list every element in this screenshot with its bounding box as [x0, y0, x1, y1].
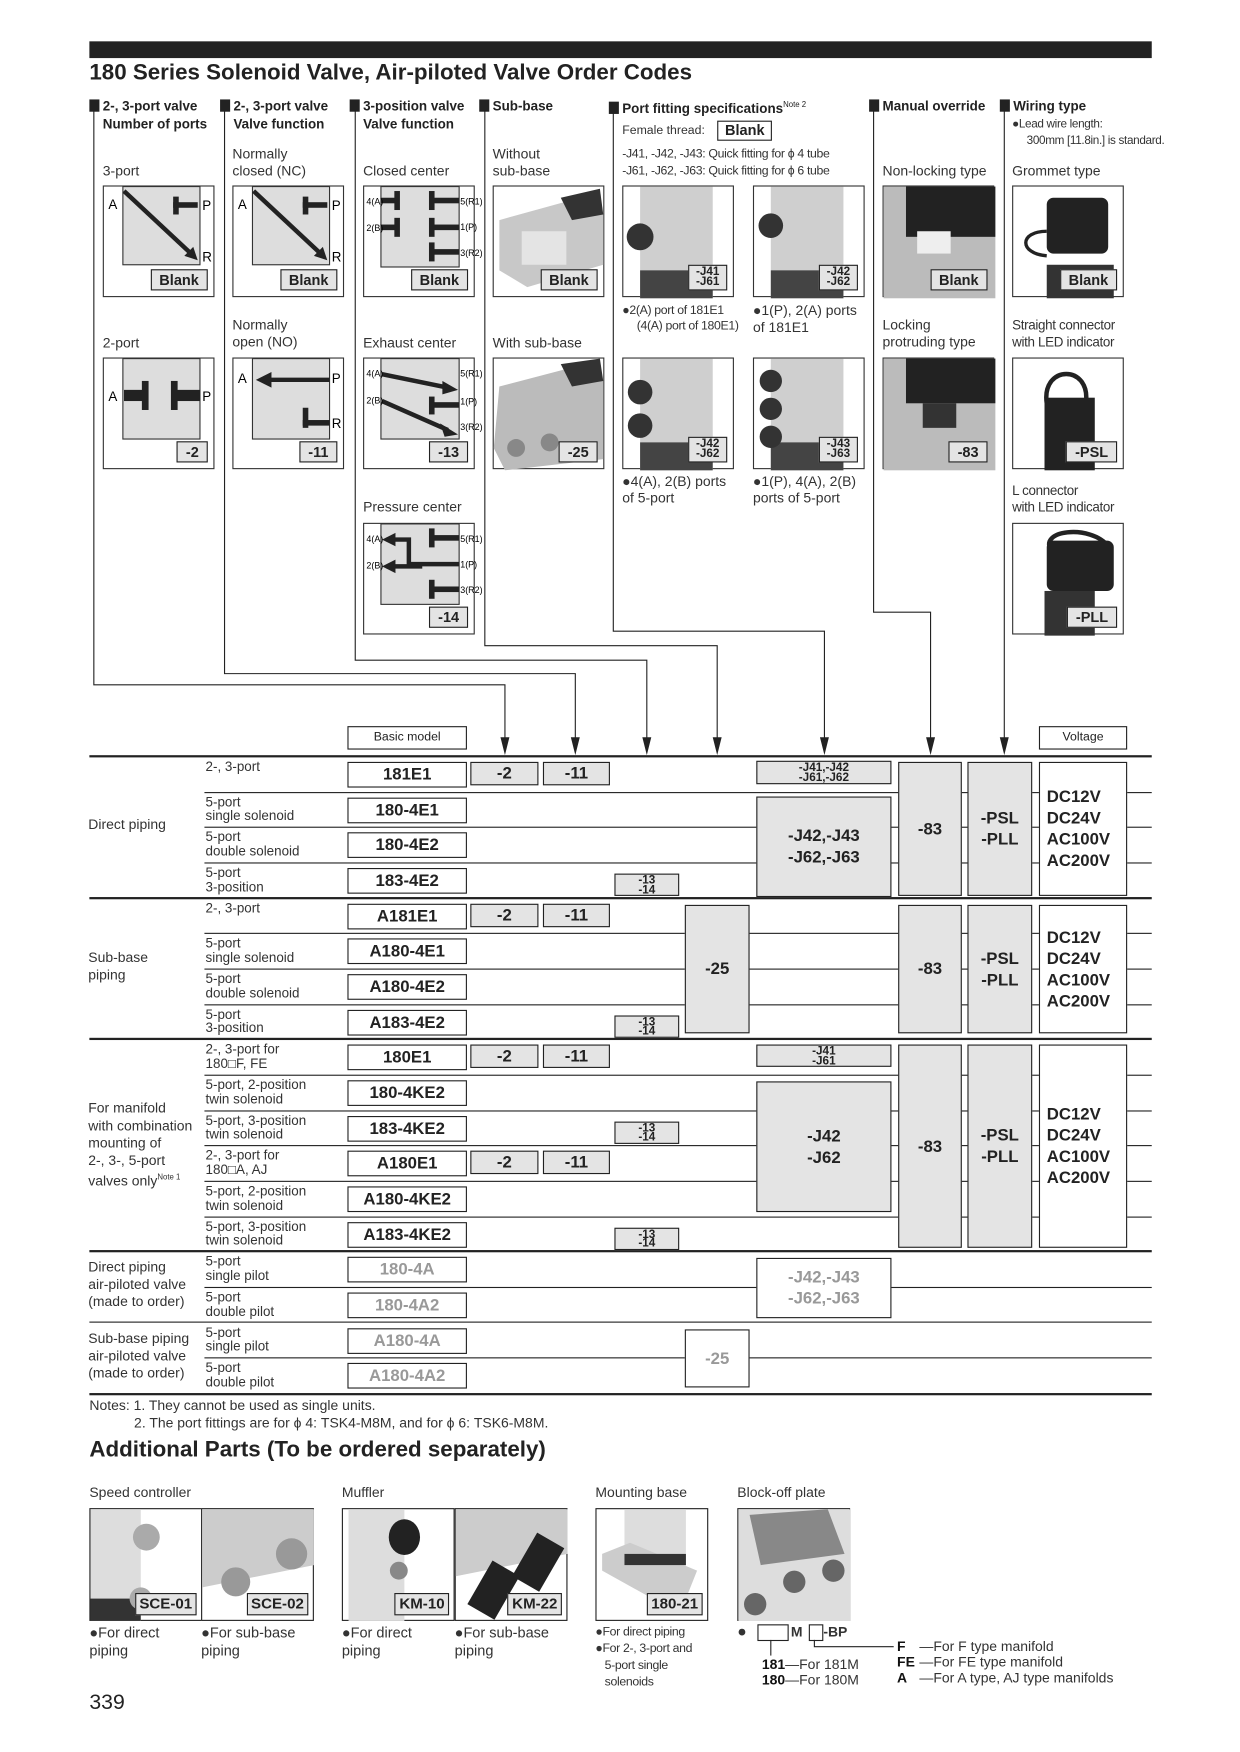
row-label: 5-port 3-position — [205, 1006, 264, 1036]
option-label: 2-port — [102, 335, 140, 351]
code-chip: -J41 -J61 — [688, 265, 727, 291]
basic-model-code: A180-4KE2 — [347, 1186, 467, 1212]
col-header-ports: 2-, 3-port valve Number of ports — [89, 97, 207, 133]
code-chip: -25 — [559, 441, 598, 462]
basic-model-code: A180-4E2 — [347, 974, 467, 1000]
basic-model-code: 180-4KE2 — [347, 1080, 467, 1106]
port-fitting-options: -J42 -J62 — [756, 1081, 891, 1212]
option-label: Grommet type — [1012, 163, 1101, 179]
type-option: A —For A type, AJ type manifolds — [897, 1670, 1114, 1686]
option-11: -11 — [543, 1151, 610, 1174]
option-11: -11 — [543, 903, 610, 926]
basic-model-header: Basic model — [347, 726, 467, 749]
option-13-14: -13 -14 — [614, 1227, 679, 1249]
option-label: Closed center — [363, 163, 450, 179]
km-10-caption: ●For direct piping — [341, 1624, 412, 1659]
basic-model-code: A180E1 — [347, 1151, 467, 1177]
option-label: With sub-base — [492, 335, 582, 351]
row-label: 5-port 3-position — [205, 864, 264, 895]
option-11: -11 — [543, 762, 610, 785]
option-label: Locking protruding type — [882, 317, 976, 350]
additional-parts-title: Additional Parts (To be ordered separately) — [89, 1437, 546, 1463]
svg-text:1(P): 1(P) — [460, 222, 478, 233]
option-label: Pressure center — [363, 499, 462, 515]
svg-text:R: R — [202, 249, 212, 265]
manual-override-option: -83 — [898, 905, 962, 1033]
voltage-options: DC12V DC24V AC100V AC200V — [1039, 762, 1127, 896]
code-chip: Blank — [1060, 269, 1117, 290]
manual-override-option: -83 — [898, 762, 962, 896]
code-chip: -13 — [429, 441, 468, 462]
code-chip: Blank — [930, 269, 987, 290]
row-label: 5-port, 2-position twin solenoid — [205, 1076, 307, 1107]
mounting-base-caption: ●For direct piping ●For 2-, 3-port and 5-port single solenoids — [595, 1625, 693, 1690]
block-off-bullet: ● — [737, 1622, 747, 1640]
basic-model-code: 180-4E2 — [347, 833, 467, 859]
basic-model-code: A183-4KE2 — [347, 1222, 467, 1248]
option-2: -2 — [470, 762, 538, 785]
j42-5port-caption: ●4(A), 2(B) ports of 5-port — [622, 473, 727, 507]
option-label: 3-port — [102, 163, 140, 179]
group-label-text: For manifold with combination mounting of 2-, 3-, 5-port valves only — [88, 1100, 193, 1189]
row-label: 5-port, 3-position twin solenoid — [205, 1112, 307, 1142]
basic-model-code: A181E1 — [347, 903, 467, 929]
basic-model-code: 183-4KE2 — [347, 1116, 467, 1142]
option-13-14: -13 -14 — [614, 1015, 679, 1037]
basic-model-code: 180-4A — [347, 1257, 467, 1283]
code-chip: SCE-01 — [135, 1593, 197, 1615]
option-2: -2 — [470, 1045, 538, 1068]
svg-text:A: A — [108, 389, 118, 405]
row-label: 2-, 3-port for 180□A, AJ — [205, 1147, 280, 1178]
code-chip: Blank — [411, 269, 468, 290]
code-chip: -14 — [429, 607, 468, 628]
group-label-text: Sub-base piping — [88, 949, 149, 983]
svg-text:P: P — [202, 389, 212, 405]
option-label: Non-locking type — [882, 163, 987, 179]
port-fitting-options: -J42,-J43 -J62,-J63 — [756, 1258, 891, 1318]
svg-text:3(R2): 3(R2) — [460, 585, 483, 596]
j41-caption: ●2(A) port of 181E1 (4(A) port of 180E1) — [622, 303, 739, 333]
port-fitting-options: -J42,-J43 -J62,-J63 — [756, 797, 891, 898]
option-label: Normally closed (NC) — [232, 146, 307, 179]
voltage-options: DC12V DC24V AC100V AC200V — [1039, 905, 1127, 1033]
option-label: Exhaust center — [363, 335, 457, 351]
subbase-option: -25 — [685, 1329, 750, 1387]
basic-model-code: 183-4E2 — [347, 868, 467, 894]
svg-text:4(A): 4(A) — [366, 533, 384, 544]
row-label: 5-port, 3-position twin solenoid — [205, 1218, 307, 1249]
block-off-plate-label: Block-off plate — [737, 1484, 826, 1501]
mounting-base-label: Mounting base — [595, 1484, 688, 1501]
option-label: L connector with LED indicator — [1012, 482, 1115, 515]
km-22-caption: ●For sub-base piping — [454, 1624, 550, 1659]
svg-text:1(P): 1(P) — [460, 396, 478, 407]
page-title: 180 Series Solenoid Valve, Air-piloted Valve Order Codes — [89, 60, 693, 85]
voltage-options: DC12V DC24V AC100V AC200V — [1039, 1045, 1127, 1248]
row-label: 5-port single pilot — [205, 1324, 269, 1355]
note-ref: Note 1 — [157, 1174, 181, 1182]
svg-text:2(B): 2(B) — [366, 223, 384, 234]
svg-text:R: R — [331, 249, 342, 265]
type-option: F —For F type manifold — [897, 1638, 1054, 1655]
row-label: 5-port double pilot — [205, 1359, 275, 1390]
svg-text:2(B): 2(B) — [366, 560, 384, 571]
row-label: 2-, 3-port for 180□F, FE — [205, 1041, 280, 1072]
option-13-14: -13 -14 — [614, 874, 679, 896]
j42-caption: ●1(P), 2(A) ports of 181E1 — [752, 302, 857, 336]
basic-model-code: 180E1 — [347, 1045, 467, 1071]
svg-text:A: A — [237, 196, 247, 212]
sce-02-caption: ●For sub-base piping — [201, 1624, 296, 1659]
svg-text:A: A — [108, 196, 118, 212]
col-header-port-fitting: Port fitting specifications$^{Note 2}$ — [609, 97, 806, 117]
option-2: -2 — [470, 1151, 538, 1174]
group-label-text: Direct piping air-piloted valve (made to order) — [88, 1258, 187, 1310]
female-thread-code: Blank — [717, 121, 772, 141]
code-chip: KM-10 — [395, 1593, 449, 1615]
svg-text:1(P): 1(P) — [460, 559, 478, 570]
code-chip: -J43 -J63 — [819, 437, 858, 463]
size-option: 180—For 180M — [761, 1672, 859, 1688]
code-chip: -J42 -J62 — [819, 265, 858, 291]
wiring-option: -PSL -PLL — [967, 1045, 1032, 1248]
option-13-14: -13 -14 — [614, 1121, 679, 1143]
size-option: 181—For 181M — [761, 1656, 859, 1673]
port-fitting-options: -J41,-J42 -J61,-J62 — [756, 761, 891, 784]
option-2: -2 — [470, 903, 538, 926]
code-chip: -83 — [949, 441, 988, 462]
note-1: Notes: 1. They cannot be used as single units. — [89, 1397, 376, 1414]
type-option: FE —For FE type manifold — [897, 1654, 1063, 1671]
svg-text:P: P — [202, 198, 212, 214]
row-label: 2-, 3-port — [205, 758, 260, 775]
code-chip: SCE-02 — [247, 1593, 309, 1615]
j43-caption: ●1(P), 4(A), 2(B) ports of 5-port — [752, 473, 857, 507]
col-header-manual-override: Manual override — [869, 97, 985, 115]
code-chip: -PSL — [1066, 441, 1117, 462]
lead-wire-note: ●Lead wire length: 300mm [11.8in.] is standard. — [1012, 117, 1165, 148]
row-label: 5-port single solenoid — [205, 935, 295, 966]
code-chip: KM-22 — [508, 1593, 562, 1615]
svg-text:P: P — [331, 198, 341, 214]
group-label-text: Sub-base piping air-piloted valve (made to order) — [88, 1330, 190, 1381]
svg-text:4(A): 4(A) — [366, 368, 384, 379]
port-fitting-line2: -J61, -J62, -J63: Quick fitting for ϕ 6 tube — [622, 164, 830, 178]
code-chip: Blank — [540, 269, 597, 290]
svg-text:5(R1): 5(R1) — [460, 533, 483, 544]
block-off-bp: -BP — [823, 1624, 848, 1640]
svg-text:P: P — [331, 371, 341, 387]
col-header-subbase: Sub-base — [479, 97, 553, 115]
row-label: 5-port single solenoid — [205, 793, 295, 824]
page-number: 339 — [89, 1691, 125, 1715]
basic-model-code: A180-4A2 — [347, 1363, 467, 1389]
row-label: 5-port, 2-position twin solenoid — [205, 1183, 307, 1213]
code-chip: 180-21 — [647, 1593, 703, 1615]
port-fitting-options: -J41 -J61 — [756, 1045, 891, 1067]
option-label: Without sub-base — [492, 146, 551, 179]
basic-model-code: A180-4A — [347, 1328, 467, 1354]
female-thread-label: Female thread: — [622, 124, 705, 138]
basic-model-code: 180-4E1 — [347, 797, 467, 823]
code-chip: -PLL — [1067, 607, 1117, 628]
basic-model-code: 181E1 — [347, 762, 467, 788]
option-label: Straight connector with LED indicator — [1012, 317, 1115, 350]
row-label: 2-, 3-port — [205, 900, 260, 916]
svg-text:3(R2): 3(R2) — [460, 422, 483, 433]
note-2: 2. The port fittings are for ϕ 4: TSK4-M8M, and for ϕ 6: TSK6-M8M. — [134, 1415, 549, 1432]
col-header-3pos-function: 3-position valve Valve function — [350, 97, 465, 133]
voltage-header: Voltage — [1039, 726, 1127, 749]
group-label-text: Direct piping — [88, 816, 166, 833]
basic-model-code: A180-4E1 — [347, 939, 467, 965]
svg-text:5(R1): 5(R1) — [460, 196, 483, 207]
wiring-option: -PSL -PLL — [967, 762, 1032, 896]
block-off-m: M — [790, 1624, 803, 1640]
row-label: 5-port single pilot — [205, 1253, 269, 1284]
option-11: -11 — [543, 1045, 610, 1068]
code-chip: Blank — [150, 269, 207, 290]
muffler-label: Muffler — [341, 1484, 385, 1501]
code-chip: -11 — [299, 441, 337, 462]
row-label: 5-port double pilot — [205, 1289, 275, 1319]
basic-model-code: 180-4A2 — [347, 1293, 467, 1319]
svg-text:2(B): 2(B) — [366, 395, 384, 406]
svg-text:A: A — [237, 371, 247, 387]
speed-controller-label: Speed controller — [89, 1484, 192, 1501]
option-label: Normally open (NO) — [232, 317, 298, 350]
svg-text:3(R2): 3(R2) — [460, 247, 483, 258]
wiring-option: -PSL -PLL — [967, 905, 1032, 1033]
svg-text:5(R1): 5(R1) — [460, 368, 483, 379]
port-fitting-line1: -J41, -J42, -J43: Quick fitting for ϕ 4 tube — [622, 147, 830, 161]
code-chip: -2 — [177, 441, 208, 462]
row-label: 5-port double solenoid — [205, 970, 300, 1001]
basic-model-code: A183-4E2 — [347, 1010, 467, 1036]
row-label: 5-port double solenoid — [205, 829, 300, 859]
subbase-option: -25 — [685, 905, 750, 1033]
col-header-valve-function: 2-, 3-port valve Valve function — [220, 97, 328, 133]
sce-01-caption: ●For direct piping — [89, 1624, 160, 1659]
manual-override-option: -83 — [898, 1045, 962, 1248]
code-chip: Blank — [280, 269, 337, 290]
svg-text:R: R — [331, 415, 342, 431]
svg-text:4(A): 4(A) — [366, 196, 384, 207]
col-header-wiring: Wiring type — [1000, 97, 1086, 115]
code-chip: -J42 -J62 — [688, 437, 727, 463]
